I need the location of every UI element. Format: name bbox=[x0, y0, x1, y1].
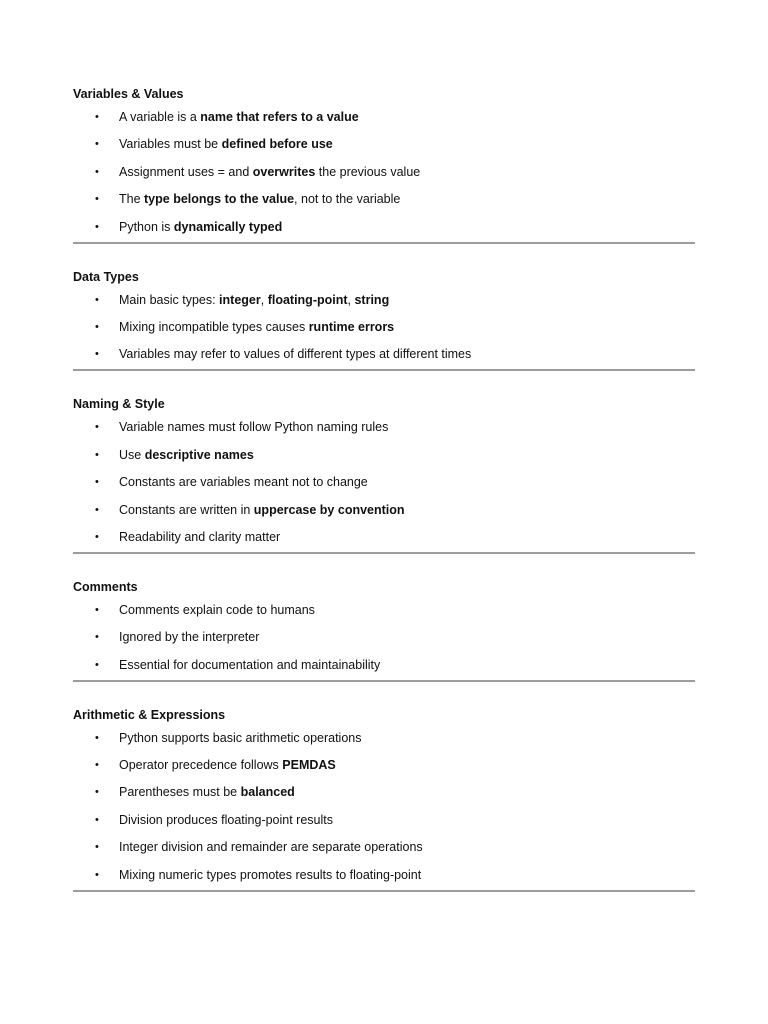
bold-text: PEMDAS bbox=[282, 758, 336, 773]
bullet-icon: • bbox=[95, 320, 99, 333]
item-text: Mixing incompatible types causes bbox=[119, 319, 309, 334]
bullet-icon: • bbox=[95, 111, 99, 123]
list-item bbox=[73, 783, 695, 801]
item-text: Integer division and remainder are separate operations bbox=[119, 840, 423, 855]
bullet-icon: • bbox=[95, 476, 99, 489]
bullet-icon: • bbox=[95, 348, 99, 361]
item-text: Variables must be bbox=[119, 137, 222, 152]
item-text: Main basic types: bbox=[119, 292, 220, 307]
bullet-icon: • bbox=[95, 813, 99, 826]
bold-text: overwrites bbox=[252, 164, 316, 179]
list-item bbox=[73, 729, 695, 747]
list-item bbox=[73, 838, 695, 856]
section-spacer bbox=[73, 554, 695, 578]
item-text: Mixing numeric types promotes results to floating-point bbox=[119, 867, 422, 882]
list-item bbox=[73, 218, 695, 236]
bold-text: defined before use bbox=[221, 137, 333, 152]
bullet-icon: • bbox=[95, 786, 99, 799]
bullet-icon: • bbox=[95, 138, 99, 151]
item-text: The bbox=[119, 192, 145, 207]
bold-text: name that refers to a value bbox=[200, 110, 359, 124]
list-item bbox=[73, 756, 695, 774]
bold-text: floating-point bbox=[267, 292, 348, 307]
item-text: Comments explain code to humans bbox=[119, 602, 315, 617]
bullet-icon: • bbox=[95, 530, 99, 543]
item-text: Constants are variables meant not to change bbox=[119, 475, 368, 490]
item-text: Python supports basic arithmetic operations bbox=[119, 730, 362, 745]
bullet-list bbox=[73, 108, 695, 236]
item-text: Assignment uses = and bbox=[119, 164, 253, 179]
bullet-icon: • bbox=[95, 293, 99, 306]
list-item bbox=[73, 163, 695, 181]
notes-section bbox=[73, 706, 695, 892]
bold-text: uppercase by convention bbox=[253, 502, 405, 517]
item-text: Use bbox=[119, 447, 145, 462]
item-text: Essential for documentation and maintainability bbox=[119, 657, 381, 672]
section-spacer bbox=[73, 371, 695, 395]
bullet-list bbox=[73, 291, 695, 364]
item-text: A variable is a bbox=[119, 110, 201, 124]
item-text: Readability and clarity matter bbox=[119, 529, 281, 544]
bullet-icon: • bbox=[95, 165, 99, 178]
list-item bbox=[73, 528, 695, 546]
list-item bbox=[73, 866, 695, 884]
item-text: Variables may refer to values of different types at different times bbox=[119, 347, 472, 362]
list-item bbox=[73, 318, 695, 336]
item-text: , bbox=[260, 292, 268, 307]
item-text: Variable names must follow Python naming rules bbox=[119, 420, 389, 435]
notes-section bbox=[73, 268, 695, 396]
list-item bbox=[73, 601, 695, 619]
list-item bbox=[73, 418, 695, 436]
section-spacer bbox=[73, 244, 695, 268]
bullet-icon: • bbox=[95, 193, 99, 206]
document-page bbox=[73, 85, 695, 892]
list-item bbox=[73, 628, 695, 646]
section-heading: Variables & Values bbox=[73, 87, 184, 101]
bullet-icon: • bbox=[95, 759, 99, 772]
bullet-icon: • bbox=[95, 658, 99, 671]
item-text: Python is bbox=[119, 219, 174, 234]
item-text: the previous value bbox=[315, 164, 421, 179]
item-text: Division produces floating-point results bbox=[119, 812, 333, 827]
notes-section bbox=[73, 85, 695, 268]
list-item bbox=[73, 501, 695, 519]
item-text: , bbox=[347, 292, 355, 307]
bold-text: descriptive names bbox=[144, 447, 254, 462]
bold-text: dynamically typed bbox=[173, 219, 283, 234]
item-text: Operator precedence follows bbox=[119, 758, 283, 773]
notes-section bbox=[73, 578, 695, 706]
bullet-icon: • bbox=[95, 421, 99, 434]
section-spacer bbox=[73, 682, 695, 706]
list-item bbox=[73, 291, 695, 309]
bullet-icon: • bbox=[95, 731, 99, 744]
item-text: , not to the variable bbox=[294, 192, 401, 207]
bold-text: string bbox=[354, 292, 390, 307]
section-heading: Comments bbox=[73, 579, 138, 594]
bold-text: runtime errors bbox=[308, 319, 395, 334]
list-item bbox=[73, 473, 695, 491]
bullet-list bbox=[73, 729, 695, 884]
bullet-icon: • bbox=[95, 503, 99, 516]
bullet-icon: • bbox=[95, 841, 99, 854]
bullet-icon: • bbox=[95, 631, 99, 644]
bold-text: integer bbox=[219, 292, 261, 307]
bold-text: balanced bbox=[240, 785, 295, 800]
section-heading: Arithmetic & Expressions bbox=[73, 707, 226, 722]
list-item bbox=[73, 345, 695, 363]
section-heading: Data Types bbox=[73, 269, 139, 284]
list-item bbox=[73, 446, 695, 464]
bullet-list bbox=[73, 418, 695, 546]
notes-section bbox=[73, 395, 695, 578]
list-item bbox=[73, 135, 695, 153]
bullet-icon: • bbox=[95, 448, 99, 461]
item-text: Constants are written in bbox=[119, 502, 254, 517]
list-item bbox=[73, 108, 695, 126]
section-heading: Naming & Style bbox=[73, 397, 165, 412]
bold-text: type belongs to the value bbox=[144, 192, 295, 207]
list-item bbox=[73, 656, 695, 674]
list-item bbox=[73, 190, 695, 208]
section-divider bbox=[73, 890, 695, 892]
item-text: Ignored by the interpreter bbox=[119, 630, 260, 645]
list-item bbox=[73, 811, 695, 829]
item-text: Parentheses must be bbox=[119, 785, 241, 800]
bullet-icon: • bbox=[95, 220, 99, 233]
bullet-icon: • bbox=[95, 603, 99, 616]
bullet-list bbox=[73, 601, 695, 674]
bullet-icon: • bbox=[95, 868, 99, 881]
